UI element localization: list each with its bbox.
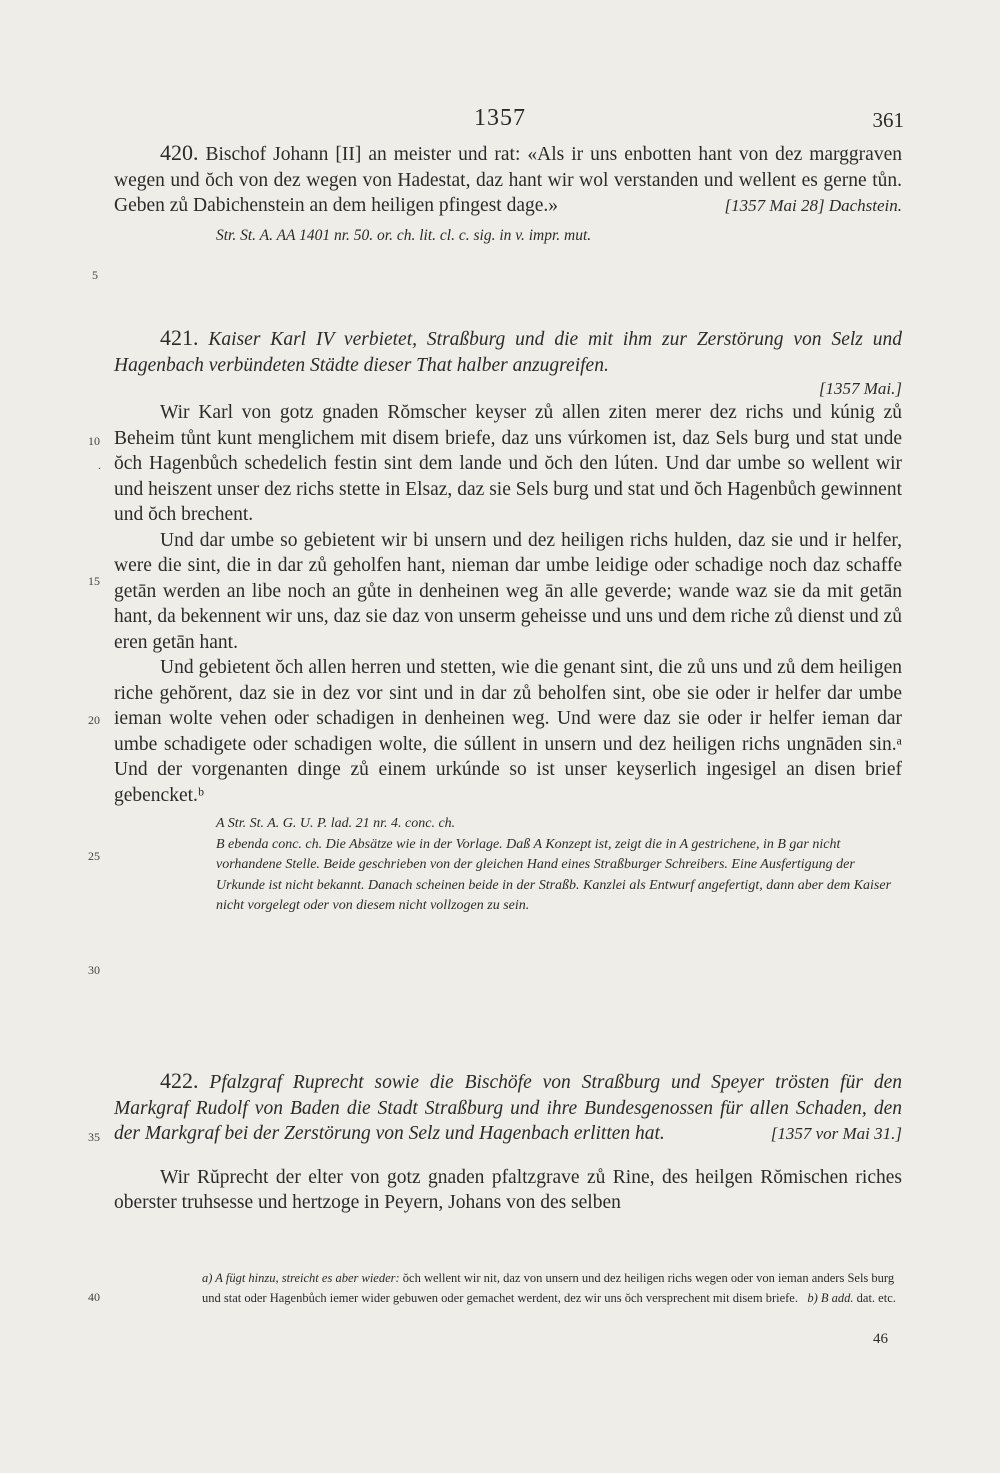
- doc-421-para-3: Und gebietent ŏch allen herren und stetten, wie die genant sint, die zů uns und zů dem heiligen riche gehŏrent, daz sie in dez vor sint und in dar zů beholfen sint, obe sie oder ir helfer dar umbe ieman wolte vehen oder schadigen in denheinen weg. Und were daz sie oder ir helfer ieman dar umbe schadigete oder schadigen wolte, die súllent in unsern und dez heiligen richs ungnāden sin.ᵃ Und der vorgenanten dinge zů einem urkúnde so ist unser keyserlich ingesigel an disen brief gebencket.ᵇ: [114, 657, 902, 806]
- line-number: 35: [88, 1130, 100, 1144]
- page-number: 361: [872, 108, 904, 132]
- doc-422-para-1: Wir Rŭprecht der elter von gotz gnaden pfaltzgrave zů Rine, des heilgen Rŏmischen riches oberster truhsesse und hertzoge in Peyern, Johans von des selben: [114, 1166, 902, 1213]
- doc-421-apparatus: [114, 814, 902, 917]
- line-number: .: [98, 458, 101, 472]
- doc-420-date: [1357 Mai 28] Dachstein.: [724, 196, 902, 215]
- doc-420-source: Str. St. A. AA 1401 nr. 50. or. ch. lit. cl. c. sig. in v. impr. mut.: [216, 226, 592, 244]
- doc-number: 421.: [160, 325, 199, 350]
- doc-421-para-2: Und dar umbe so gebietent wir bi unsern und dez heiligen richs hulden, daz sie und ir helfer, were die sint, die in dar zů geholfen hant, nieman dar umbe leidige oder schadige noch daz schaffe getān werden an libe noch an gůte in denheinen weg ān alle geverde; wande waz sie da mit getān hant, da bekennent wir uns, daz sie daz von unserm geheisse und uns und dem riche zů dienst und zů eren getān hant.: [114, 529, 902, 653]
- running-head-year: 1357: [474, 105, 526, 131]
- footnote-b-label: b) B add.: [807, 1291, 854, 1305]
- line-number: 5: [92, 268, 98, 282]
- document-422: [114, 1068, 902, 1216]
- doc-421-para-1: Wir Karl von gotz gnaden Rŏmscher keyser zů allen ziten merer dez richs und kúnig zů Beheim tůnt kunt menglichem mit disem briefe, daz uns vúrkomen ist, daz Sels burg und stat unde ŏch Hagenbůch schedelich festin sint dem lande und ŏch den lúten. Und dar umbe so wellent wir und heiszent unser dez richs stette in Elsaz, daz sie Sels burg und stat und ŏch Hagenbůch gewinnent und ŏch brechent.: [114, 402, 902, 525]
- doc-421-regest-text: Kaiser Karl IV verbietet, Straßburg und die mit ihm zur Zerstörung von Selz und Hagenbach verbündeten Städte dieser That halber anzugreifen.: [114, 329, 903, 376]
- doc-420-text: [114, 140, 902, 219]
- line-number: 10: [88, 434, 100, 448]
- line-number: 25: [88, 849, 100, 863]
- doc-number: 420.: [160, 140, 199, 165]
- document-421: [114, 325, 902, 917]
- line-number: 30: [88, 963, 100, 977]
- source-note-b: B ebenda conc. ch. Die Absätze wie in der Vorlage. Daß A Konzept ist, zeigt die in A gestrichene, in B gar nicht vorhandene Stelle. Beide geschrieben von der gleichen Hand eines Straßburger Schreibers. Eine Ausfertigung der Urkunde ist nicht bekannt. Danach scheinen beide in der Straßb. Kanzlei als Entwurf angefertigt, dann aber dem Kaiser nicht vorgelegt oder von diesem nicht vollzogen zu sein.: [216, 836, 892, 913]
- footnote-b-text: dat. etc.: [856, 1291, 896, 1305]
- doc-421-regest: [114, 325, 902, 378]
- footnote-a-text: ŏch wellent wir nit, daz von unsern und dez heiligen richs wegen oder von ieman anders Sels burg und stat oder Hagenbůch iemer wider gebuwen oder gemachet werdent, dez wir uns ŏch versprechent mit disem briefe.: [202, 1271, 895, 1305]
- doc-422-regest-text: Pfalzgraf Ruprecht sowie die Bischöfe von Straßburg und Speyer trösten für den Markgraf Rudolf von Baden die Stadt Straßburg und ihre Bundesgenossen für allen Schaden, den der Markgraf bei der Zerstörung von Selz und Hagenbach erlitten hat.: [114, 1072, 902, 1144]
- line-number: 40: [88, 1290, 100, 1304]
- footnote-a-label: a) A fügt hinzu, streicht es aber wieder:: [202, 1271, 400, 1285]
- doc-421-date: [1357 Mai.]: [818, 379, 902, 398]
- line-number: 20: [88, 713, 100, 727]
- source-note-a: A Str. St. A. G. U. P. lad. 21 nr. 4. conc. ch.: [216, 816, 456, 831]
- doc-420-body: Bischof Johann [II] an meister und rat: «Als ir uns enbotten hant von dez marggraven wegen und ŏch von dez wegen von Hadestat, daz hant wir wol verstanden und wellent es gerne tůn. Geben zů Dabichenstein an dem heiligen pfingest dage.»: [114, 144, 902, 216]
- document-420: [114, 140, 902, 246]
- printer-signature: 46: [873, 1331, 888, 1347]
- doc-422-date: [1357 vor Mai 31.]: [770, 1124, 902, 1143]
- line-number: 15: [88, 574, 100, 588]
- footnote-a: [202, 1268, 902, 1308]
- doc-422-regest: [114, 1068, 902, 1147]
- footnotes: [114, 1268, 902, 1308]
- doc-number: 422.: [160, 1068, 199, 1093]
